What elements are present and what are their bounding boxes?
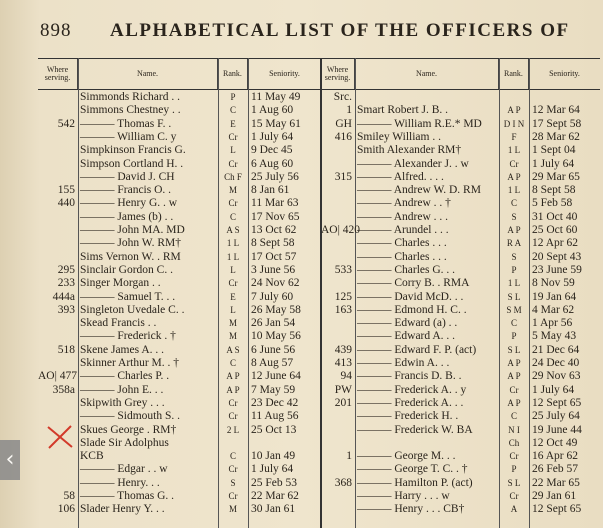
rank-cell: A P [507, 358, 521, 368]
officer-name-cell: ——— Alexander J. . w [357, 157, 469, 170]
seniority-cell: 8 Sept 58 [532, 184, 576, 197]
seniority-cell: 12 Apr 62 [532, 237, 578, 250]
officer-row [38, 316, 321, 330]
officer-row [321, 423, 600, 437]
rank-cell: M [228, 331, 237, 342]
officer-row [321, 396, 600, 410]
officer-row [321, 236, 600, 250]
officer-name-cell: Sinclair Gordon C. . [80, 263, 173, 276]
where-serving-cell: 1 [346, 450, 352, 463]
officer-name-cell: Simmonds Richard . . [80, 91, 180, 103]
where-serving-cell: 444a [52, 290, 75, 303]
seniority-cell: 1 Aug 60 [251, 104, 294, 117]
seniority-cell: 1 July 64 [251, 463, 294, 476]
officer-name-cell: Sims Vernon W. . RM [80, 250, 181, 263]
seniority-cell: 6 June 56 [251, 343, 296, 356]
rank-cell: 1 L [507, 185, 521, 196]
rank-cell: A S [226, 344, 240, 355]
officer-row [321, 462, 600, 476]
seniority-cell: 17 Oct 57 [251, 250, 297, 263]
rank-cell: A P [507, 397, 521, 408]
rank-cell: 1 L [507, 145, 521, 156]
officer-name-cell: ——— Thomas G. . [80, 490, 175, 502]
officer-name-cell: ——— Alfred. . . . [357, 170, 444, 183]
where-serving-cell: PW [334, 383, 352, 396]
where-serving-cell: 94 [340, 370, 352, 383]
seniority-cell: 29 Jan 61 [532, 490, 577, 502]
officer-row [38, 157, 321, 171]
officer-name-cell: ——— Edgar . . w [80, 463, 168, 476]
officer-row [321, 343, 600, 357]
officer-name-cell: ——— Hamilton P. (act) [357, 476, 473, 489]
seniority-cell: 23 Dec 42 [251, 396, 299, 409]
seniority-cell: 15 May 61 [251, 117, 301, 130]
officer-row [321, 143, 600, 157]
rank-cell: L [230, 145, 236, 156]
seniority-cell: 7 July 60 [251, 290, 294, 303]
rank-cell: S L [507, 344, 521, 355]
officer-name-cell: ——— Francis O. . [80, 184, 172, 197]
officer-row [38, 476, 321, 490]
officer-row [38, 489, 321, 503]
officer-name-cell: ——— Harry . . . w [357, 490, 450, 502]
officer-row [321, 263, 600, 277]
rank-cell: C [229, 211, 236, 222]
officer-row [38, 396, 321, 410]
officer-row [38, 343, 321, 357]
page-title: ALPHABETICAL LIST OF THE OFFICERS OF [110, 20, 570, 41]
seniority-cell: 8 Jan 61 [251, 184, 290, 197]
officer-row [321, 316, 600, 330]
officer-name-cell: Skues George . RM† [80, 423, 177, 436]
officer-row [321, 409, 600, 423]
rank-cell: A P [507, 225, 521, 235]
seniority-cell: 12 June 64 [251, 370, 301, 383]
rank-cell: C [229, 105, 236, 116]
officer-name-cell: ——— William R.E.* MD [357, 117, 482, 130]
rank-cell: A P [226, 384, 240, 395]
seniority-cell: 12 Mar 64 [532, 104, 580, 117]
page-header [0, 20, 600, 44]
rank-cell: M [228, 185, 237, 196]
officer-name-cell: ——— Edward (a) . . [357, 317, 458, 330]
officer-name-cell: Slade Sir Adolphus [80, 436, 169, 449]
where-serving-cell: AO| 477 [38, 370, 78, 383]
rank-cell: Cr [228, 131, 238, 142]
officer-row [38, 502, 321, 516]
officer-name-cell: ——— Henry G. . w [80, 197, 178, 210]
officer-row [38, 196, 321, 210]
seniority-cell: 10 Jan 49 [251, 450, 296, 463]
seniority-cell: 29 Mar 65 [532, 170, 580, 183]
rank-cell: Cr [228, 158, 238, 169]
rank-cell: 1 L [226, 251, 240, 262]
officer-name-cell: ——— John W. RM† [80, 237, 181, 250]
officer-row [38, 369, 321, 383]
where-serving-cell: 125 [334, 290, 352, 303]
officer-name-cell: ——— Charles . . . [357, 237, 447, 250]
officer-name-cell: ——— James (b) . . [80, 210, 174, 223]
rank-header-right: Rank. [499, 59, 529, 89]
officer-row [38, 423, 321, 437]
officer-name-cell: ——— David McD. . . [357, 290, 464, 303]
rank-cell: S [511, 251, 517, 262]
seniority-cell: 24 Dec 40 [532, 357, 580, 369]
officer-name-cell: KCB [80, 450, 104, 463]
rank-header: Rank. [218, 59, 248, 89]
officer-name-cell: ——— Andrew . . † [357, 197, 451, 210]
where-serving-cell: 368 [334, 476, 352, 489]
rank-cell: P [511, 331, 517, 342]
officer-name-cell: ——— Charles . . . [357, 250, 447, 263]
rank-cell: D I N [503, 118, 525, 129]
where-serving-cell: 201 [334, 396, 352, 409]
seniority-cell: 13 Oct 62 [251, 224, 297, 236]
officer-name-cell: ——— George M. . . [357, 450, 456, 463]
seniority-cell: 28 Mar 62 [532, 130, 580, 143]
officer-row [321, 502, 600, 516]
officer-name-cell: Simpkinson Francis G. [80, 144, 186, 157]
rank-cell: Cr [228, 411, 238, 422]
officer-row [321, 250, 600, 264]
seniority-cell: 29 Nov 63 [532, 370, 581, 383]
red-x-mark [46, 424, 74, 450]
rank-cell: Ch F [224, 171, 242, 182]
rank-cell: 1 L [226, 238, 240, 249]
officer-name-cell: Singer Morgan . . [80, 277, 161, 290]
rank-cell: N I [508, 424, 520, 435]
officer-name-cell: ——— Henry. . . [80, 476, 160, 489]
officer-name-cell: ——— Charles G. . . [357, 263, 456, 276]
seniority-cell: 1 July 64 [532, 157, 575, 170]
seniority-cell: 1 July 64 [251, 130, 294, 143]
officer-row [321, 476, 600, 490]
rank-cell: C [229, 358, 236, 368]
rank-cell: P [511, 264, 517, 275]
officer-row [38, 276, 321, 290]
officer-row [38, 383, 321, 397]
seniority-cell: 21 Dec 64 [532, 343, 580, 356]
officer-row [321, 157, 600, 171]
officer-row [38, 356, 321, 370]
where-serving-cell: 163 [334, 303, 352, 316]
officer-row [321, 369, 600, 383]
officer-row [38, 210, 321, 224]
officer-row [38, 103, 321, 117]
officer-name-cell: ——— John E. . . [80, 383, 164, 396]
where-serving-cell: 58 [63, 490, 75, 502]
rank-cell: Cr [509, 491, 519, 501]
officer-name-cell: Simmons Chestney . . [80, 104, 181, 117]
rank-cell: A P [507, 105, 521, 116]
page-number: 898 [40, 20, 72, 41]
name-header: Name. [78, 59, 218, 89]
officer-row [321, 276, 600, 290]
seniority-cell: 25 Oct 60 [532, 224, 578, 236]
officer-row [321, 103, 600, 117]
where-serving-cell: 1 [346, 104, 352, 117]
seniority-cell: 17 Nov 65 [251, 210, 300, 223]
officer-row [321, 303, 600, 317]
officer-row [321, 436, 600, 450]
seniority-cell: 17 Sept 58 [532, 117, 582, 130]
where-serving-cell: 518 [57, 343, 75, 356]
seniority-cell: 7 May 59 [251, 383, 296, 396]
officer-row [38, 130, 321, 144]
officer-name-cell: Skead Francis . . [80, 317, 157, 330]
officer-row [38, 329, 321, 343]
where-serving-cell: 416 [334, 130, 352, 143]
rank-cell: M [228, 504, 237, 515]
rank-cell: A S [226, 225, 240, 235]
seniority-cell: 26 May 58 [251, 303, 301, 316]
rank-cell: F [511, 131, 517, 142]
seniority-cell: 12 Oct 49 [532, 436, 578, 449]
seniority-cell: 1 Sept 04 [532, 144, 576, 157]
rank-cell: C [510, 411, 517, 422]
officer-row [321, 183, 600, 197]
rank-cell: 2 L [226, 424, 240, 435]
officer-name-cell: Smith Alexander RM† [357, 144, 462, 157]
seniority-cell: 25 Feb 53 [251, 476, 297, 489]
officer-name-cell: Skene James A. . . [80, 343, 165, 356]
seniority-cell: 1 Apr 56 [532, 317, 573, 330]
officer-row [321, 210, 600, 224]
rank-cell: Ch [508, 437, 520, 448]
officer-row [38, 143, 321, 157]
officer-name-cell: ——— Andrew . . . [357, 210, 449, 223]
seniority-cell: 12 Sept 65 [532, 396, 582, 409]
rank-cell: E [230, 118, 236, 129]
officer-name-cell: ——— Henry . . . CB† [357, 503, 465, 516]
rank-cell: Cr [509, 451, 519, 462]
officer-name-cell: ——— Sidmouth S. . [80, 410, 181, 423]
officer-row [321, 170, 600, 184]
rank-cell: Cr [228, 397, 238, 408]
seniority-cell: 22 Mar 62 [251, 490, 299, 502]
where-serving-cell: 413 [334, 357, 352, 369]
officer-row [38, 409, 321, 423]
seniority-cell: 6 Aug 60 [251, 157, 294, 170]
where-serving-cell: GH [335, 117, 352, 130]
officer-row [38, 462, 321, 476]
officer-row [321, 329, 600, 343]
left-column-header [38, 58, 321, 90]
rank-cell: S [511, 211, 517, 222]
seniority-cell: 19 June 44 [532, 423, 582, 436]
where-serving-header: Where serving. [38, 59, 78, 89]
officer-name-cell: ——— Edward A. . . [357, 330, 456, 343]
officer-name-cell: ——— Edwin A. . . [357, 357, 450, 369]
officer-row [38, 303, 321, 317]
rank-cell: S M [506, 304, 522, 315]
back-arrow-button[interactable]: ‹ [0, 440, 20, 480]
seniority-cell: 4 Mar 62 [532, 303, 575, 316]
rank-cell: Cr [228, 464, 238, 475]
seniority-cell: 11 Aug 56 [251, 410, 299, 423]
rank-cell: Cr [228, 278, 238, 289]
officer-row [38, 183, 321, 197]
where-serving-cell: 106 [57, 503, 75, 516]
seniority-cell: 26 Jan 54 [251, 317, 296, 330]
officer-row [38, 117, 321, 131]
name-header-right: Name. [355, 59, 499, 89]
right-column-header [321, 58, 600, 90]
seniority-cell: 22 Mar 65 [532, 476, 580, 489]
seniority-cell: 31 Oct 40 [532, 210, 578, 223]
officer-row [38, 236, 321, 250]
rank-cell: E [230, 291, 236, 302]
officer-row [321, 290, 600, 304]
seniority-cell: 8 Nov 59 [532, 277, 575, 290]
officer-name-cell: Smiley William . . [357, 130, 441, 143]
seniority-cell: 16 Apr 62 [532, 450, 578, 463]
seniority-cell: 23 June 59 [532, 263, 582, 276]
rank-cell: P [230, 92, 236, 102]
rank-cell: S L [507, 477, 521, 488]
officer-name-cell: ——— Corry B. . RMA [357, 277, 470, 290]
officer-row [38, 436, 321, 450]
officer-name-cell: Smart Robert J. B. . [357, 104, 449, 117]
officer-row [38, 90, 321, 104]
rank-cell: S L [507, 291, 521, 302]
rank-cell: C [510, 318, 517, 329]
rank-cell: A [510, 504, 518, 515]
where-serving-header-right: Where serving. [321, 59, 355, 89]
where-serving-cell: AO| 420 [321, 224, 361, 236]
rank-cell: Cr [228, 491, 238, 501]
where-serving-cell: Src. [333, 91, 352, 103]
officer-name-cell: Simpson Cortland H. . [80, 157, 184, 170]
where-serving-cell: 295 [57, 263, 75, 276]
officer-row [321, 223, 600, 237]
where-serving-cell: 439 [334, 343, 352, 356]
seniority-cell: 11 May 49 [251, 91, 301, 103]
officer-row [38, 263, 321, 277]
officer-name-cell: ——— Samuel T. . . [80, 290, 176, 303]
officer-name-cell: ——— David J. CH [80, 170, 175, 183]
officer-row [38, 250, 321, 264]
officer-name-cell: ——— Arundel . . . [357, 224, 449, 236]
officer-name-cell: ——— Francis D. B. . [357, 370, 462, 383]
officer-name-cell: ——— Charles P. . [80, 370, 170, 383]
rank-cell: A P [226, 371, 240, 382]
officer-row [321, 449, 600, 463]
officer-row [38, 223, 321, 237]
officer-row [38, 290, 321, 304]
seniority-cell: 8 Sept 58 [251, 237, 295, 250]
seniority-cell: 24 Nov 62 [251, 277, 300, 290]
where-serving-cell: 358a [52, 383, 75, 396]
seniority-cell: 9 Dec 45 [251, 144, 293, 157]
seniority-header-right: Seniority. [549, 69, 580, 78]
officer-name-cell: ——— Edmond H. C. . [357, 303, 467, 316]
officer-row [321, 117, 600, 131]
where-serving-cell: 155 [57, 184, 75, 197]
officer-name-cell: ——— Frederick A. . . [357, 396, 464, 409]
officer-row [321, 356, 600, 370]
seniority-cell: 26 Feb 57 [532, 463, 578, 476]
seniority-cell: 3 June 56 [251, 263, 296, 276]
officer-name-cell: Singleton Uvedale C. . [80, 303, 185, 316]
seniority-cell: 25 Oct 13 [251, 423, 297, 436]
officer-row [321, 90, 600, 104]
officer-row [38, 170, 321, 184]
rank-cell: L [230, 304, 236, 315]
officer-name-cell: Skinner Arthur M. . † [80, 357, 180, 369]
where-serving-cell: 440 [57, 197, 75, 210]
rank-cell: Cr [509, 158, 519, 169]
rank-cell: P [511, 464, 517, 475]
officer-name-cell: ——— John MA. MD [80, 224, 185, 236]
rank-cell: L [230, 264, 236, 275]
seniority-cell: 20 Sept 43 [532, 250, 582, 263]
where-serving-cell: 542 [57, 117, 75, 130]
seniority-cell: 1 July 64 [532, 383, 575, 396]
seniority-cell: 12 Sept 65 [532, 503, 582, 516]
rank-cell: C [229, 451, 236, 462]
officer-name-cell: ——— Edward F. P. (act) [357, 343, 477, 356]
seniority-header: Seniority. [269, 69, 300, 78]
officer-row [321, 130, 600, 144]
seniority-cell: 25 July 56 [251, 170, 299, 183]
officer-name-cell: Slader Henry Y. . . [80, 503, 165, 516]
officer-name-cell: ——— Frederick H. . [357, 410, 459, 423]
rank-cell: A P [507, 171, 521, 182]
seniority-cell: 10 May 56 [251, 330, 301, 343]
where-serving-cell: 393 [57, 303, 75, 316]
officer-row [38, 449, 321, 463]
rank-cell: A P [507, 371, 521, 382]
officer-name-cell: ——— Thomas F. . [80, 117, 172, 130]
seniority-cell: 25 July 64 [532, 410, 580, 423]
where-serving-cell: 315 [334, 170, 352, 183]
rank-cell: R A [506, 238, 522, 249]
seniority-cell: 5 Feb 58 [532, 197, 573, 210]
officer-row [321, 489, 600, 503]
seniority-cell: 11 Mar 63 [251, 197, 299, 210]
officer-row [321, 196, 600, 210]
rank-cell: M [228, 318, 237, 329]
officer-name-cell: ——— William C. y [80, 130, 177, 143]
seniority-cell: 8 Aug 57 [251, 357, 294, 369]
seniority-cell: 30 Jan 61 [251, 503, 296, 516]
seniority-cell: 5 May 43 [532, 330, 577, 343]
officer-row [321, 383, 600, 397]
rank-cell: 1 L [507, 278, 521, 289]
rank-cell: C [510, 198, 517, 209]
officer-name-cell: Skipwith Grey . . . [80, 396, 165, 409]
officer-name-cell: ——— Frederick W. BA [357, 423, 473, 436]
where-serving-cell: 233 [57, 277, 75, 290]
rank-cell: Cr [509, 384, 519, 395]
where-serving-cell: 533 [334, 263, 352, 276]
rank-cell: Cr [228, 198, 238, 209]
officer-name-cell: ——— Andrew W. D. RM [357, 184, 481, 197]
officer-name-cell: ——— George T. C. . † [357, 463, 468, 476]
seniority-cell: 19 Jan 64 [532, 290, 577, 303]
rank-cell: S [230, 477, 236, 488]
officer-name-cell: ——— Frederick A. . y [357, 383, 467, 396]
officer-name-cell: ——— Frederick . † [80, 330, 176, 343]
